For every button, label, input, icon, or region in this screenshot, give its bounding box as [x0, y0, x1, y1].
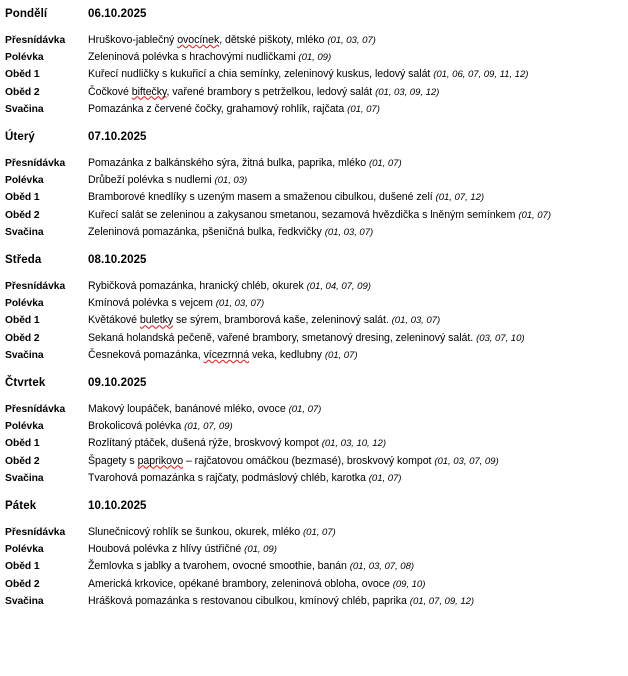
- meal-text: Rybičková pomazánka, hranický chléb, okurek: [88, 280, 307, 293]
- meal-text-continued: – rajčatovou omáčkou (bezmasé), broskvový kompot: [183, 454, 435, 467]
- allergen-codes: (01, 07): [303, 527, 336, 539]
- meal-label: Oběd 1: [5, 561, 40, 573]
- meal-text: Pomazánka z červené čočky, grahamový rohlík, rajčata: [88, 102, 348, 115]
- meal-label: Polévka: [5, 175, 44, 187]
- meal-text: Tvarohová pomazánka s rajčaty, podmáslový chléb, karotka: [88, 471, 369, 484]
- meal-description: [88, 32, 628, 49]
- meal-label: Svačina: [5, 226, 44, 238]
- spellcheck-flagged-word: buletky: [139, 314, 174, 327]
- meal-label: Polévka: [5, 544, 44, 556]
- meal-row: [0, 312, 628, 329]
- meal-label: Přesnídávka: [5, 158, 66, 170]
- meal-row: [0, 576, 628, 593]
- meal-label: Svačina: [5, 349, 44, 361]
- meal-description: [88, 295, 628, 312]
- allergen-codes: (01, 03, 07): [391, 315, 441, 327]
- meal-row: [0, 207, 628, 224]
- meal-text: Zeleninová polévka s hrachovými nudličkami: [88, 51, 299, 64]
- allergen-codes: (01, 07): [518, 209, 551, 221]
- meal-row: [0, 172, 628, 189]
- day-header: [0, 6, 628, 23]
- allergen-codes: (01, 06, 07, 09, 11, 12): [433, 69, 529, 81]
- meal-text: Brokolicová polévka: [88, 420, 185, 433]
- allergen-codes: (01, 03): [214, 175, 248, 187]
- meal-label: Přesnídávka: [5, 35, 66, 46]
- allergen-codes: (01, 03, 07): [327, 35, 376, 46]
- meal-text: Kuřecí nudličky s kukuřicí a chia semínky, zeleninový kuskus, ledový salát: [88, 68, 434, 81]
- meal-description: [88, 418, 628, 435]
- allergen-codes: (01, 07): [368, 158, 402, 170]
- meal-text: Rozlítaný ptáček, dušená rýže, broskvový kompot: [88, 437, 322, 450]
- day-header: [0, 129, 628, 146]
- allergen-codes: (01, 03, 09, 12): [375, 86, 440, 98]
- meal-row: [0, 189, 628, 206]
- allergen-codes: (01, 03, 07): [324, 226, 374, 238]
- day-block: [0, 6, 628, 118]
- meal-description: [88, 347, 628, 364]
- day-name: Pátek: [5, 500, 37, 513]
- meal-text: Bramborové knedlíky s uzeným masem a smaženou cibulkou, dušené zelí: [88, 191, 436, 204]
- allergen-codes: (01, 07): [347, 103, 380, 115]
- meal-row: [0, 593, 628, 610]
- meal-text: Zeleninová pomazánka, pšeničná bulka, ředkvičky: [88, 225, 325, 238]
- meal-row: [0, 84, 628, 101]
- meal-text-continued: , dětské piškoty, mléko: [219, 34, 328, 46]
- meal-description: [88, 470, 628, 487]
- day-date: 08.10.2025: [88, 254, 147, 267]
- meal-label: Svačina: [5, 103, 44, 115]
- day-block: [0, 252, 628, 364]
- day-block: [0, 375, 628, 487]
- meal-text: Špagety s: [88, 454, 138, 467]
- meal-row: [0, 541, 628, 558]
- meal-label: Oběd 2: [5, 332, 40, 344]
- meal-row: [0, 295, 628, 312]
- meal-description: [88, 524, 628, 541]
- meal-label: Oběd 2: [5, 455, 40, 467]
- meal-row: [0, 401, 628, 418]
- meal-label: Oběd 1: [5, 315, 40, 327]
- meal-description: [88, 189, 628, 206]
- meal-row: [0, 330, 628, 347]
- day-name: Středa: [5, 254, 42, 267]
- allergen-codes: (01, 09): [244, 544, 277, 556]
- meal-description: [88, 330, 628, 347]
- allergen-codes: (01, 09): [298, 52, 332, 64]
- meal-row: [0, 155, 628, 172]
- meal-row: [0, 66, 628, 83]
- meal-description: [88, 558, 628, 575]
- meal-row: [0, 101, 628, 118]
- allergen-codes: (09, 10): [392, 578, 426, 590]
- meal-description: [88, 84, 628, 101]
- meal-text: Pomazánka z balkánského sýra, žitná bulka, paprika, mléko: [88, 157, 369, 170]
- day-name: Čtvrtek: [5, 377, 46, 390]
- spellcheck-flagged-word: biftečky: [131, 85, 167, 98]
- meal-text: Hrášková pomazánka s restovanou cibulkou, kmínový chléb, paprika: [88, 594, 410, 607]
- meal-description: [88, 453, 628, 470]
- meal-text: Drůbeží polévka s nudlemi: [88, 174, 215, 187]
- meal-text-continued: , vařené brambory s petrželkou, ledový salát: [166, 85, 376, 98]
- meal-label: Oběd 1: [5, 192, 40, 204]
- day-header: [0, 498, 628, 515]
- allergen-codes: (03, 07, 10): [476, 332, 525, 344]
- meal-description: [88, 541, 628, 558]
- meal-text: Americká krkovice, opékané brambory, zeleninová obloha, ovoce: [88, 577, 393, 590]
- day-header: [0, 375, 628, 392]
- meal-label: Přesnídávka: [5, 527, 66, 539]
- meal-text: Makový loupáček, banánové mléko, ovoce: [88, 403, 289, 416]
- meal-row: [0, 32, 628, 49]
- meal-description: [88, 101, 628, 118]
- meal-row: [0, 524, 628, 541]
- allergen-codes: (01, 07): [368, 472, 402, 484]
- day-block: [0, 129, 628, 241]
- day-date: 10.10.2025: [88, 500, 147, 513]
- meal-label: Polévka: [5, 421, 44, 433]
- meal-text: Česneková pomazánka,: [88, 348, 204, 361]
- meal-description: [88, 401, 628, 418]
- meal-text: Sekaná holandská pečeně, vařené brambory, smetanový dresing, zeleninový salát.: [88, 331, 477, 344]
- allergen-codes: (01, 07, 09, 12): [409, 595, 475, 607]
- day-header: [0, 252, 628, 269]
- meal-description: [88, 593, 628, 610]
- allergen-codes: (01, 03, 07, 08): [349, 561, 415, 573]
- meal-text: Slunečnicový rohlík se šunkou, okurek, mléko: [88, 526, 304, 539]
- meal-text-continued: veka, kedlubny: [249, 348, 325, 361]
- meal-label: Oběd 2: [5, 86, 40, 98]
- meal-row: [0, 278, 628, 295]
- meal-label: Přesnídávka: [5, 404, 66, 416]
- meal-description: [88, 576, 628, 593]
- allergen-codes: (01, 07, 09): [184, 421, 233, 433]
- allergen-codes: (01, 07): [324, 349, 358, 361]
- allergen-codes: (01, 07): [288, 404, 322, 416]
- meal-description: [88, 172, 628, 189]
- meal-text: Květákové: [88, 314, 140, 327]
- spellcheck-flagged-word: paprikovo: [137, 454, 184, 467]
- day-date: 07.10.2025: [88, 131, 147, 144]
- allergen-codes: (01, 03, 07): [215, 298, 265, 310]
- day-date: 06.10.2025: [88, 8, 147, 20]
- meal-label: Přesnídávka: [5, 281, 66, 293]
- meal-label: Svačina: [5, 472, 44, 484]
- meal-row: [0, 418, 628, 435]
- meal-row: [0, 470, 628, 487]
- day-date: 09.10.2025: [88, 377, 147, 390]
- meal-description: [88, 435, 628, 452]
- meal-row: [0, 224, 628, 241]
- meal-label: Oběd 1: [5, 438, 40, 450]
- meal-text: Kmínová polévka s vejcem: [88, 297, 216, 310]
- day-block: [0, 498, 628, 610]
- meal-row: [0, 49, 628, 66]
- meal-description: [88, 278, 628, 295]
- meal-label: Polévka: [5, 298, 44, 310]
- meal-text: Žemlovka s jablky a tvarohem, ovocné smoothie, banán: [88, 560, 350, 573]
- meal-label: Oběd 2: [5, 209, 40, 221]
- meal-row: [0, 558, 628, 575]
- day-name: Pondělí: [5, 8, 48, 20]
- meal-text: Hruškovo-jablečný: [88, 34, 178, 46]
- meal-text-continued: se sýrem, bramborová kaše, zeleninový salát.: [173, 314, 392, 327]
- day-name: Úterý: [5, 131, 35, 144]
- meal-description: [88, 155, 628, 172]
- allergen-codes: (01, 07, 12): [435, 192, 485, 204]
- spellcheck-flagged-word: vícezrnná: [203, 348, 250, 361]
- meal-text: Kuřecí salát se zeleninou a zakysanou smetanou, sezamová hvězdička s lněným semínkem: [88, 208, 519, 221]
- meal-row: [0, 347, 628, 364]
- meal-description: [88, 66, 628, 83]
- meal-text: Čočkové: [88, 85, 132, 98]
- meal-text: Houbová polévka z hlívy ústřičné: [88, 543, 245, 556]
- meal-label: Polévka: [5, 52, 44, 64]
- meal-row: [0, 453, 628, 470]
- meal-description: [88, 312, 628, 329]
- meal-description: [88, 224, 628, 241]
- allergen-codes: (01, 04, 07, 09): [306, 281, 371, 293]
- spellcheck-flagged-word: ovocínek: [177, 34, 220, 46]
- meal-description: [88, 207, 628, 224]
- meal-label: Svačina: [5, 595, 44, 607]
- meal-description: [88, 49, 628, 66]
- allergen-codes: (01, 03, 10, 12): [321, 438, 386, 450]
- meal-row: [0, 435, 628, 452]
- meal-label: Oběd 1: [5, 69, 40, 81]
- allergen-codes: (01, 03, 07, 09): [434, 455, 499, 467]
- meal-label: Oběd 2: [5, 578, 40, 590]
